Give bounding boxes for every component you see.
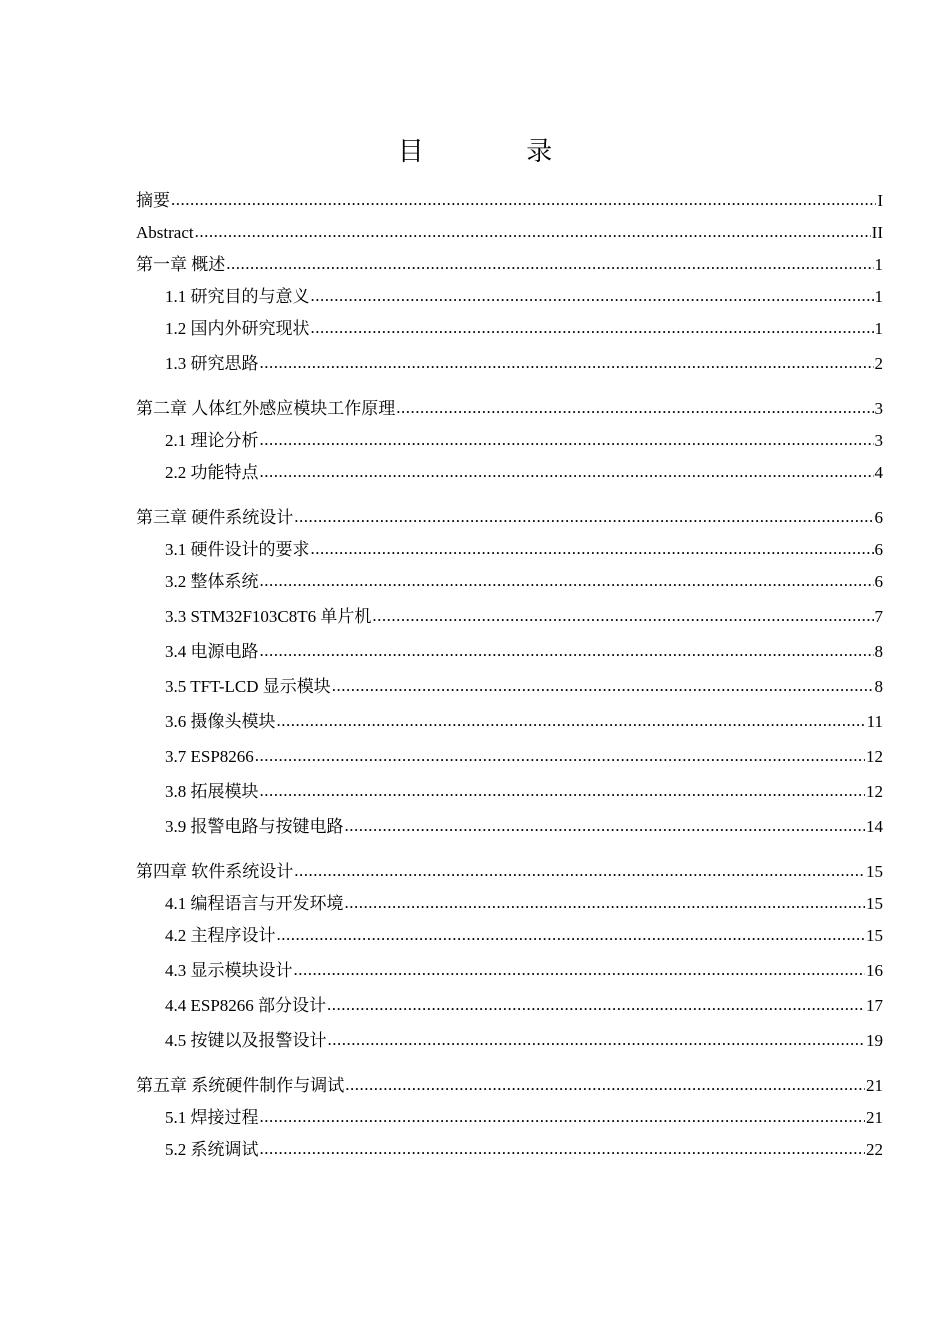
toc-entry-page-number: 22 — [866, 1140, 883, 1159]
toc-entry-page-number: 1 — [874, 287, 883, 306]
toc-section-entry[interactable] — [136, 349, 883, 384]
toc-entry-label: 1.1 研究目的与意义 — [165, 287, 310, 306]
toc-leader-dots — [311, 534, 874, 564]
toc-chapter-entry[interactable] — [136, 218, 883, 250]
toc-entry-label: 第五章 系统硬件制作与调试 — [136, 1076, 345, 1095]
toc-leader-dots — [260, 1102, 866, 1132]
toc-title: 目 录 — [397, 137, 601, 166]
toc-entry-label: 2.2 功能特点 — [165, 463, 259, 482]
toc-leader-dots — [260, 1134, 866, 1164]
toc-leader-dots — [345, 811, 866, 841]
toc-section-entry[interactable] — [136, 956, 883, 991]
toc-leader-dots — [332, 671, 874, 701]
toc-entry-page-number: 21 — [866, 1108, 883, 1127]
toc-leader-dots — [311, 313, 874, 343]
toc-section-entry[interactable] — [136, 426, 883, 458]
toc-section-entry[interactable] — [136, 637, 883, 672]
toc-entry-label: Abstract — [136, 223, 194, 242]
toc-section-entry[interactable] — [136, 812, 883, 847]
toc-section-entry[interactable] — [136, 314, 883, 349]
toc-entry-page-number: 12 — [866, 782, 883, 801]
toc-section-entry[interactable] — [136, 282, 883, 314]
toc-entry-label: 4.4 ESP8266 部分设计 — [165, 996, 327, 1015]
toc-entry-page-number: 17 — [866, 996, 883, 1015]
toc-leader-dots — [372, 601, 873, 631]
toc-entry-page-number: 7 — [874, 607, 883, 626]
toc-entry-page-number: 15 — [866, 894, 883, 913]
toc-entry-label: 第二章 人体红外感应模块工作原理 — [136, 399, 396, 418]
toc-entry-page-number: 8 — [874, 677, 883, 696]
toc-entry-page-number: 8 — [874, 642, 883, 661]
toc-section-entry[interactable] — [136, 535, 883, 567]
toc-leader-dots — [255, 741, 865, 771]
toc-entry-page-number: II — [871, 223, 883, 242]
toc-entry-label: 3.3 STM32F103C8T6 单片机 — [165, 607, 372, 626]
toc-entry-page-number: 19 — [866, 1031, 883, 1050]
toc-entry-label: 4.3 显示模块设计 — [165, 961, 293, 980]
toc-section-entry[interactable] — [136, 602, 883, 637]
toc-section-entry[interactable] — [136, 777, 883, 812]
toc-leader-dots — [328, 1025, 866, 1055]
toc-entry-page-number: 6 — [874, 572, 883, 591]
toc-entry-label: 1.3 研究思路 — [165, 354, 259, 373]
toc-entry-label: 3.9 报警电路与按键电路 — [165, 817, 344, 836]
toc-entry-page-number: 4 — [874, 463, 883, 482]
toc-entry-page-number: 1 — [874, 255, 883, 274]
toc-chapter-entry[interactable] — [136, 186, 883, 218]
toc-entry-label: 3.8 拓展模块 — [165, 782, 259, 801]
toc-leader-dots — [260, 776, 866, 806]
toc-entry-page-number: 3 — [874, 431, 883, 450]
toc-section-entry[interactable] — [136, 1103, 883, 1135]
toc-entry-label: 1.2 国内外研究现状 — [165, 319, 310, 338]
toc-entry-label: 3.7 ESP8266 — [165, 747, 254, 766]
toc-entry-page-number: 15 — [866, 862, 883, 881]
toc-entry-page-number: 6 — [874, 508, 883, 527]
toc-entry-label: 3.1 硬件设计的要求 — [165, 540, 310, 559]
toc-entry-page-number: 2 — [874, 354, 883, 373]
toc-entry-label: 4.5 按键以及报警设计 — [165, 1031, 327, 1050]
toc-leader-dots — [294, 502, 873, 532]
toc-section-entry[interactable] — [136, 921, 883, 956]
toc-leader-dots — [294, 856, 865, 886]
toc-section-entry[interactable] — [136, 458, 883, 493]
toc-entry-label: 3.4 电源电路 — [165, 642, 259, 661]
toc-entry-page-number: I — [877, 191, 883, 210]
toc-section-entry[interactable] — [136, 889, 883, 921]
toc-section-entry[interactable] — [136, 672, 883, 707]
toc-chapter-entry[interactable] — [136, 857, 883, 889]
toc-leader-dots — [345, 888, 866, 918]
toc-chapter-entry[interactable] — [136, 1071, 883, 1103]
toc-entry-label: 第四章 软件系统设计 — [136, 862, 294, 881]
toc-entry-label: 5.1 焊接过程 — [165, 1108, 259, 1127]
toc-entry-label: 3.2 整体系统 — [165, 572, 259, 591]
toc-entry-page-number: 16 — [866, 961, 883, 980]
toc-entry-label: 4.1 编程语言与开发环境 — [165, 894, 344, 913]
toc-leader-dots — [277, 706, 866, 736]
toc-leader-dots — [260, 457, 874, 487]
toc-entry-page-number: 3 — [874, 399, 883, 418]
toc-leader-dots — [260, 425, 874, 455]
toc-entry-page-number: 1 — [874, 319, 883, 338]
toc-entry-label: 3.6 摄像头模块 — [165, 712, 276, 731]
toc-section-entry[interactable] — [136, 1026, 883, 1061]
toc-leader-dots — [345, 1070, 865, 1100]
toc-entry-label: 5.2 系统调试 — [165, 1140, 259, 1159]
toc-leader-dots — [260, 636, 874, 666]
toc-entry-page-number: 15 — [866, 926, 883, 945]
toc-chapter-entry[interactable] — [136, 503, 883, 535]
toc-entry-page-number: 14 — [866, 817, 883, 836]
toc-leader-dots — [396, 393, 873, 423]
toc-entry-page-number: 21 — [866, 1076, 883, 1095]
toc-section-entry[interactable] — [136, 707, 883, 742]
toc-leader-dots — [294, 955, 866, 985]
toc-entry-label: 3.5 TFT-LCD 显示模块 — [165, 677, 331, 696]
toc-leader-dots — [195, 217, 871, 247]
toc-section-entry[interactable] — [136, 742, 883, 777]
toc-section-entry[interactable] — [136, 1135, 883, 1170]
toc-entry-label: 第一章 概述 — [136, 255, 226, 274]
toc-leader-dots — [311, 281, 874, 311]
toc-entry-page-number: 11 — [866, 712, 883, 731]
toc-entry-label: 摘要 — [136, 191, 170, 210]
toc-leader-dots — [226, 249, 873, 279]
toc-chapter-entry[interactable] — [136, 250, 883, 282]
toc-entry-label: 4.2 主程序设计 — [165, 926, 276, 945]
toc-leader-dots — [171, 185, 876, 215]
toc-section-entry[interactable] — [136, 567, 883, 602]
toc-entry-page-number: 6 — [874, 540, 883, 559]
toc-chapter-entry[interactable] — [136, 394, 883, 426]
toc-entry-label: 第三章 硬件系统设计 — [136, 508, 294, 527]
toc-leader-dots — [277, 920, 866, 950]
toc-leader-dots — [260, 566, 874, 596]
toc-leader-dots — [260, 348, 874, 378]
toc-entry-page-number: 12 — [866, 747, 883, 766]
toc-list — [136, 186, 883, 1170]
toc-leader-dots — [327, 990, 865, 1020]
toc-entry-label: 2.1 理论分析 — [165, 431, 259, 450]
toc-section-entry[interactable] — [136, 991, 883, 1026]
